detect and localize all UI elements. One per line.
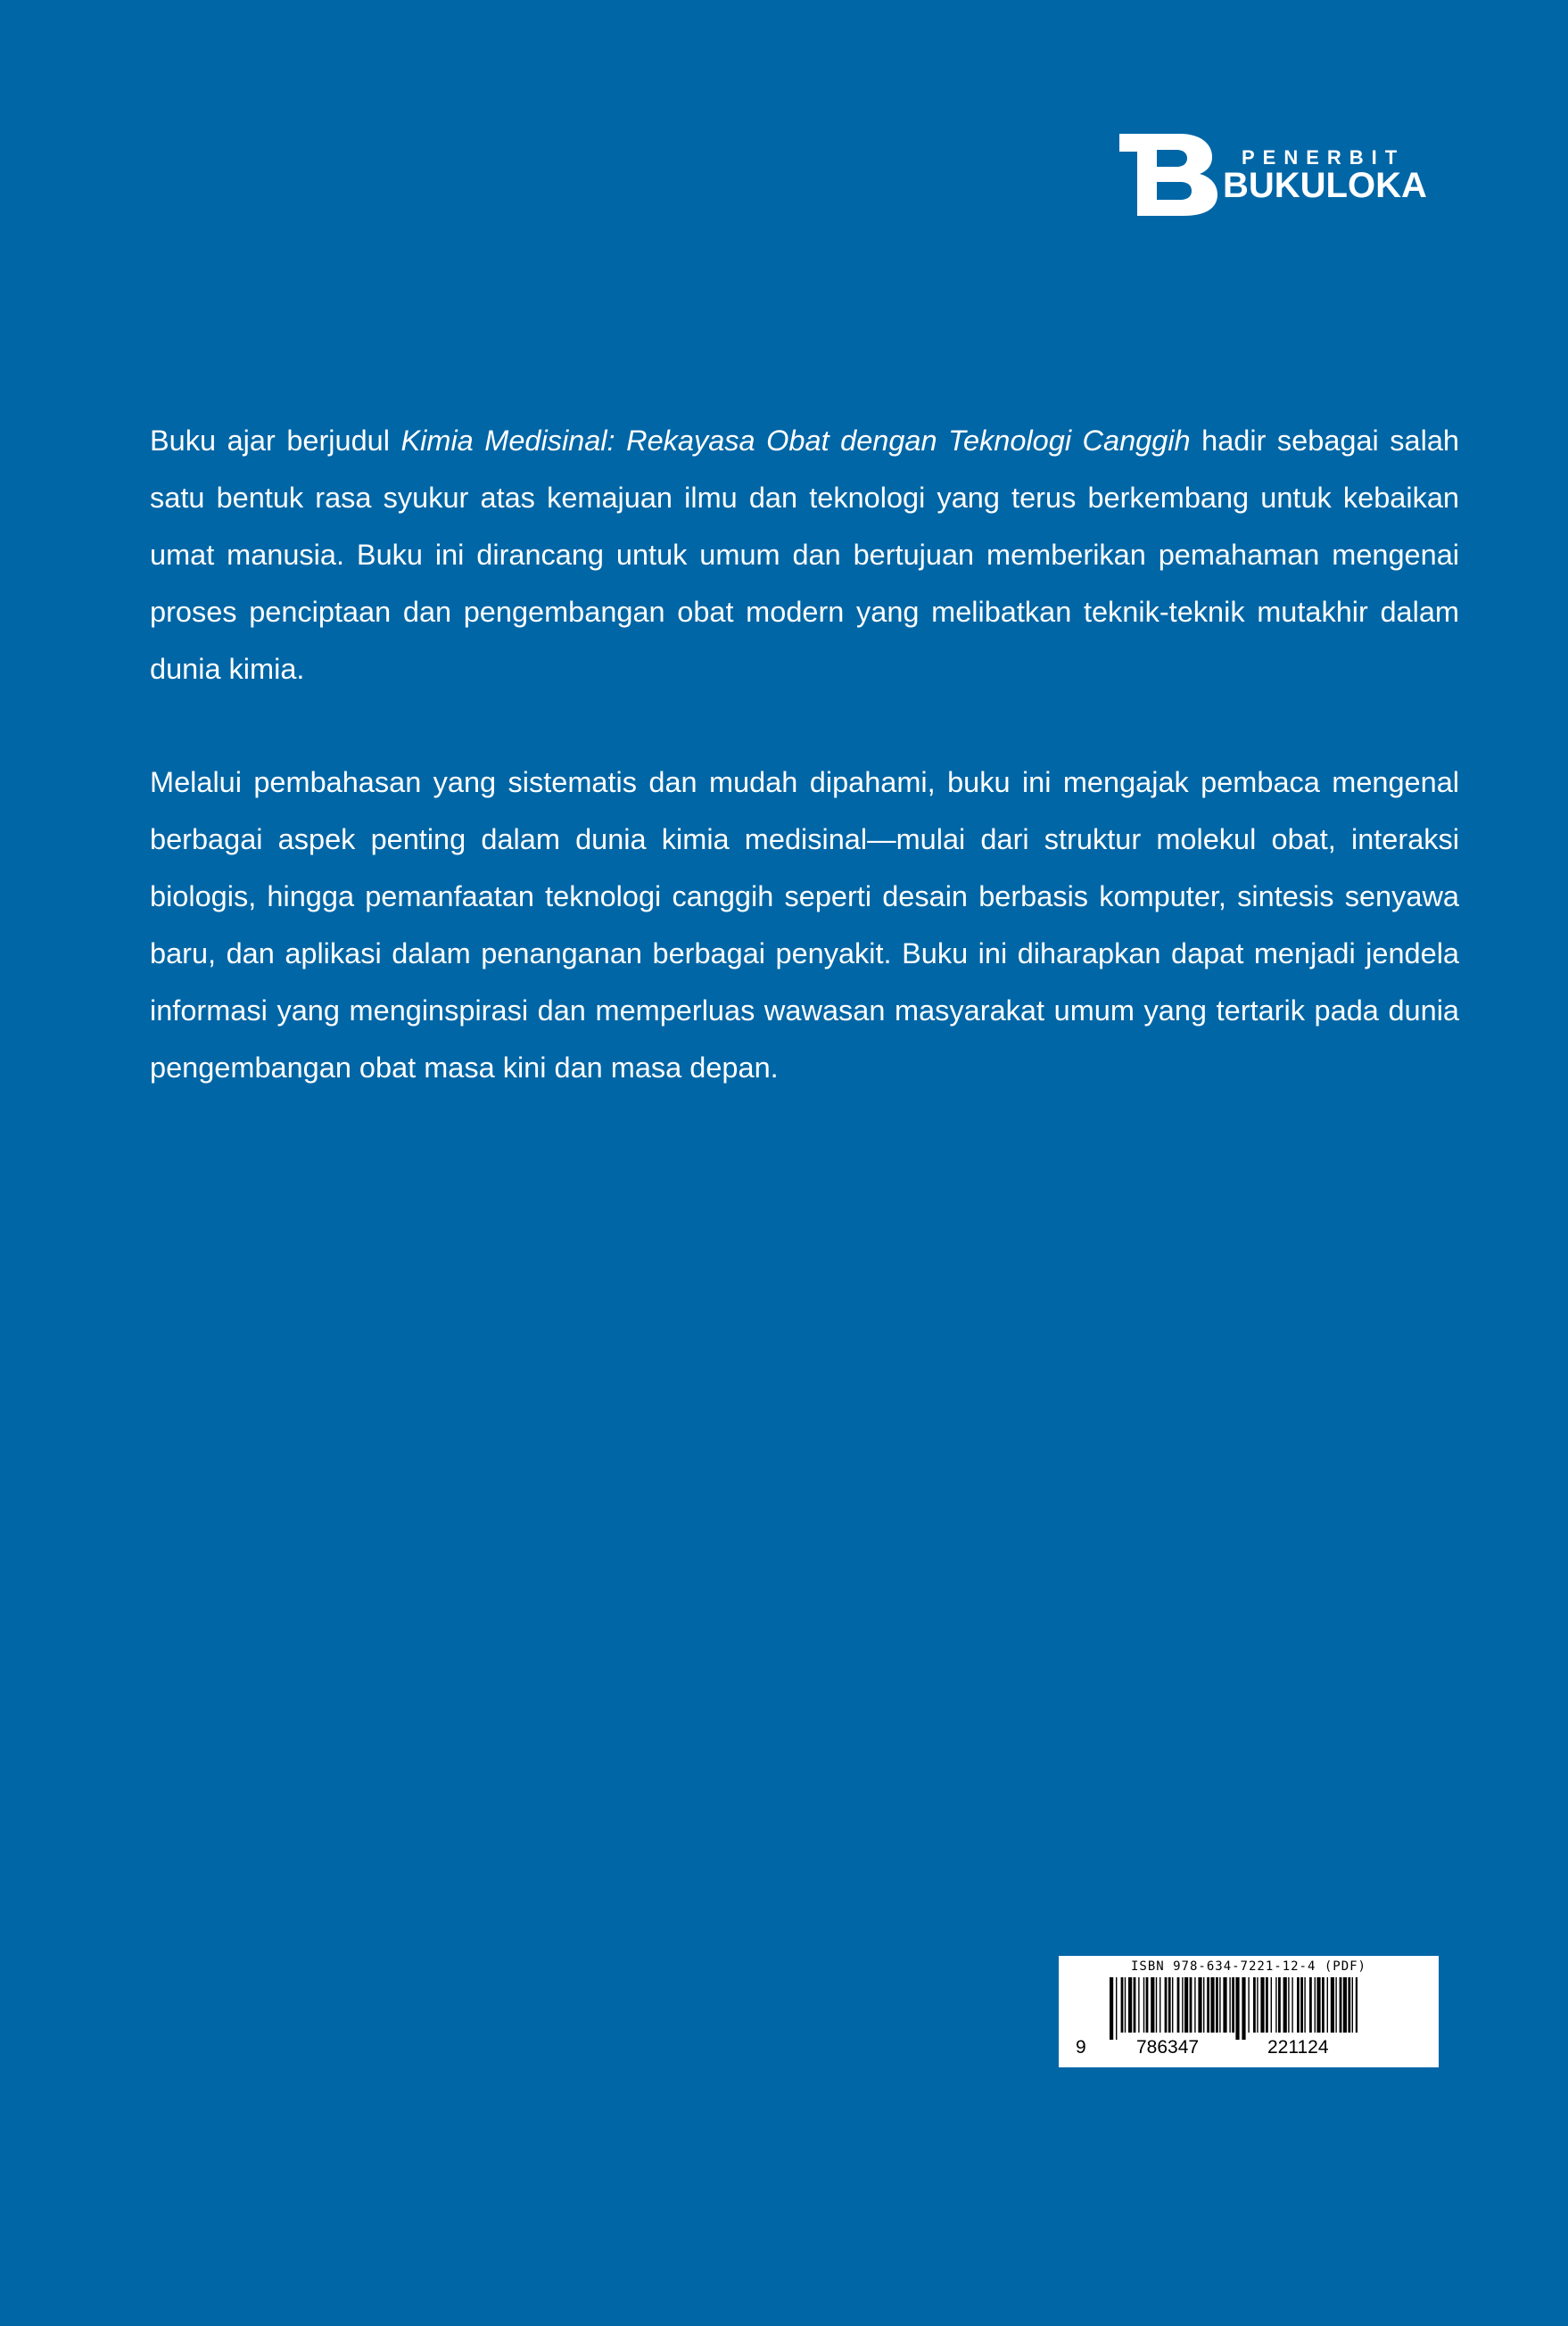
barcode-bar — [1283, 1977, 1287, 2033]
barcode-bar — [1322, 1977, 1325, 2033]
barcode-digits-right: 221124 — [1267, 2037, 1329, 2058]
blurb-paragraph-2: Melalui pembahasan yang sistematis dan mudah dipahami, buku ini mengajak pembaca mengenal berbagai aspek penting dalam dunia kimia medisinal—mulai dari struktur molekul obat, interaksi biologis, hingga pemanfaatan teknologi canggih seperti desain berbasis komputer, sintesis senyawa baru, dan aplikasi dalam penanganan berbagai penyakit. Buku ini diharapkan dapat menjadi jendela informasi yang menginspirasi dan memperluas wawasan masyarakat umum yang tertarik pada dunia pengembangan obat masa kini dan masa depan. — [150, 766, 1459, 1084]
barcode-bar — [1335, 1977, 1336, 2033]
book-title: Kimia Medisinal: Rekayasa Obat dengan Teknologi Canggih — [400, 425, 1191, 457]
publisher-name: BUKULOKA — [1223, 166, 1427, 205]
barcode-bar — [1156, 1977, 1157, 2033]
barcode-bar — [1271, 1977, 1272, 2033]
barcode-bar — [1168, 1977, 1171, 2033]
barcode-bar — [1182, 1977, 1183, 2033]
barcode-bar — [1235, 1977, 1239, 2040]
logo-b-mark — [1119, 134, 1219, 216]
barcode-bar — [1304, 1977, 1305, 2033]
isbn-caption: ISBN 978-634-7221-12-4 (PDF) — [1130, 1959, 1366, 1974]
barcode-digits-left: 786347 — [1136, 2037, 1200, 2058]
barcode-bar — [1134, 1977, 1136, 2033]
barcode-bar — [1165, 1977, 1168, 2033]
barcode-bar — [1121, 1977, 1124, 2033]
isbn-barcode-box — [1059, 1956, 1439, 2067]
barcode-bar — [1177, 1977, 1180, 2033]
barcode-bar — [1331, 1977, 1334, 2033]
barcode-bar — [1242, 1977, 1245, 2040]
barcode-bar — [1125, 1977, 1126, 2033]
barcode-bar — [1297, 1977, 1300, 2033]
barcode-bar — [1219, 1977, 1220, 2033]
barcode-bar — [1207, 1977, 1209, 2033]
barcode-bar — [1343, 1977, 1347, 2033]
barcode-bar — [1198, 1977, 1201, 2033]
back-cover-blurb — [150, 412, 1459, 1152]
blurb-p1-intro: Buku ajar berjudul — [150, 425, 401, 457]
barcode-bar — [1151, 1977, 1154, 2033]
barcode-bar — [1288, 1977, 1289, 2033]
barcode-bar — [1266, 1977, 1268, 2033]
barcode-bar — [1116, 1977, 1117, 2040]
barcode-bar — [1315, 1977, 1316, 2033]
barcode — [1110, 1977, 1358, 2040]
barcode-bar — [1275, 1977, 1276, 2033]
blurb-paragraph-1 — [150, 412, 1459, 697]
barcode-bar — [1232, 1977, 1234, 2033]
barcode-bar — [1348, 1977, 1350, 2033]
barcode-bar — [1253, 1977, 1256, 2033]
blurb-p1-rest: hadir sebagai salah satu bentuk rasa syukur atas kemajuan ilmu dan teknologi yang terus berkembang untuk kebaikan umat manusia. Buku ini dirancang untuk umum dan bertujuan memberikan pemahaman mengenai proses penciptaan dan pengembangan obat modern yang melibatkan teknik-teknik mutakhir dalam dunia kimia. — [150, 425, 1459, 685]
barcode-bar — [1210, 1977, 1214, 2033]
publisher-logo — [1119, 134, 1440, 216]
barcode-bar — [1138, 1977, 1139, 2033]
barcode-bar — [1278, 1977, 1281, 2033]
barcode-bar — [1146, 1977, 1149, 2033]
barcode-bar — [1248, 1977, 1249, 2033]
barcode-bar — [1172, 1977, 1173, 2033]
barcode-bar — [1184, 1977, 1188, 2033]
barcode-bar — [1300, 1977, 1303, 2033]
barcode-bar — [1203, 1977, 1204, 2033]
barcode-bar — [1356, 1977, 1358, 2033]
barcode-bar — [1352, 1977, 1353, 2033]
barcode-digit-first: 9 — [1076, 2037, 1086, 2058]
barcode-bar — [1316, 1977, 1320, 2033]
barcode-bar — [1229, 1977, 1230, 2033]
barcode-bar — [1128, 1977, 1132, 2033]
barcode-bar — [1110, 1977, 1113, 2040]
barcode-bar — [1190, 1977, 1193, 2033]
barcode-bar — [1260, 1977, 1264, 2033]
barcode-bar — [1143, 1977, 1144, 2033]
barcode-bar — [1159, 1977, 1160, 2033]
barcode-bar — [1257, 1977, 1258, 2033]
barcode-bar — [1223, 1977, 1226, 2033]
barcode-bar — [1216, 1977, 1218, 2033]
barcode-bar — [1194, 1977, 1195, 2033]
barcode-bar — [1340, 1977, 1342, 2033]
barcode-bar — [1309, 1977, 1312, 2033]
publisher-label: PENERBIT — [1242, 146, 1406, 169]
barcode-bar — [1327, 1977, 1328, 2033]
